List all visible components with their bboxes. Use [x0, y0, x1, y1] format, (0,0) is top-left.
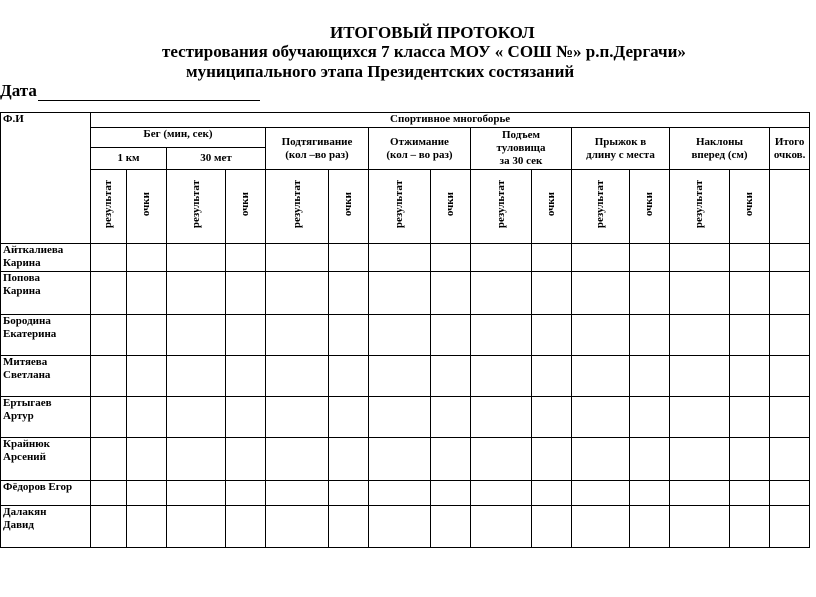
table-row	[1, 397, 810, 438]
results-table	[0, 112, 810, 548]
score-cell[interactable]	[226, 244, 266, 272]
score-cell[interactable]	[572, 315, 630, 356]
score-cell[interactable]	[770, 506, 810, 548]
group-header: Спортивное многоборье	[91, 113, 810, 128]
result-subheader	[266, 170, 329, 244]
score-cell[interactable]	[572, 244, 630, 272]
points-label: очки	[743, 192, 755, 217]
points-subheader	[532, 170, 572, 244]
points-label: очки	[239, 192, 251, 217]
score-cell[interactable]	[266, 356, 329, 397]
score-cell[interactable]	[91, 244, 127, 272]
score-cell[interactable]	[127, 356, 167, 397]
result-label: результат	[693, 180, 705, 229]
table-row	[1, 272, 810, 315]
score-cell[interactable]	[226, 272, 266, 315]
score-cell[interactable]	[572, 356, 630, 397]
score-cell[interactable]	[167, 438, 226, 481]
score-cell[interactable]	[770, 481, 810, 506]
score-cell[interactable]	[369, 244, 431, 272]
score-cell[interactable]	[91, 481, 127, 506]
score-cell[interactable]	[127, 506, 167, 548]
table-row	[1, 244, 810, 272]
score-cell[interactable]	[471, 506, 532, 548]
score-cell[interactable]	[369, 506, 431, 548]
student-name: Фёдоров Егор	[1, 481, 91, 506]
score-cell[interactable]	[532, 272, 572, 315]
score-cell[interactable]	[730, 438, 770, 481]
score-cell[interactable]	[167, 506, 226, 548]
score-cell[interactable]	[266, 244, 329, 272]
score-cell[interactable]	[167, 397, 226, 438]
score-cell[interactable]	[572, 272, 630, 315]
bend-header: Наклоны вперед (см)	[670, 128, 770, 170]
score-cell[interactable]	[167, 481, 226, 506]
result-label: результат	[189, 180, 202, 229]
result-subheader	[91, 170, 127, 244]
date-label: Дата	[0, 81, 37, 100]
score-cell[interactable]	[431, 356, 471, 397]
score-cell[interactable]	[266, 438, 329, 481]
points-label: очки	[444, 192, 456, 217]
document-subtitle: тестирования обучающихся 7 класса МОУ « СОШ №» р.п.Дергачи»	[162, 42, 686, 61]
run-header: Бег (мин, сек)	[91, 128, 266, 148]
score-cell[interactable]	[329, 481, 369, 506]
score-cell[interactable]	[91, 506, 127, 548]
table-row	[1, 315, 810, 356]
score-cell[interactable]	[127, 397, 167, 438]
table-row	[1, 438, 810, 481]
score-cell[interactable]	[532, 438, 572, 481]
score-cell[interactable]	[670, 506, 730, 548]
score-cell[interactable]	[730, 506, 770, 548]
score-cell[interactable]	[471, 272, 532, 315]
competition-stage: муниципального этапа Президентских состязаний	[186, 62, 575, 81]
total-subheader	[770, 170, 810, 244]
points-label: очки	[342, 192, 354, 217]
result-label: результат	[393, 180, 405, 229]
score-cell[interactable]	[770, 438, 810, 481]
result-label: результат	[102, 180, 114, 229]
score-cell[interactable]	[431, 481, 471, 506]
run-1km-header: 1 км	[91, 148, 167, 170]
score-cell[interactable]	[730, 315, 770, 356]
score-cell[interactable]	[630, 506, 670, 548]
score-cell[interactable]	[329, 356, 369, 397]
score-cell[interactable]	[91, 397, 127, 438]
score-cell[interactable]	[730, 397, 770, 438]
score-cell[interactable]	[630, 356, 670, 397]
result-subheader	[167, 170, 226, 244]
score-cell[interactable]	[369, 397, 431, 438]
student-name: Бородина Екатерина	[1, 315, 91, 356]
score-cell[interactable]	[471, 244, 532, 272]
fio-header: Ф.И	[1, 113, 91, 244]
score-cell[interactable]	[329, 438, 369, 481]
score-cell[interactable]	[532, 481, 572, 506]
date-line	[0, 81, 816, 101]
student-name: Попова Карина	[1, 272, 91, 315]
result-subheader	[670, 170, 730, 244]
total-header: Итого очков.	[770, 128, 810, 170]
score-cell[interactable]	[730, 356, 770, 397]
score-cell[interactable]	[532, 356, 572, 397]
result-label: результат	[290, 180, 303, 229]
score-cell[interactable]	[572, 397, 630, 438]
score-cell[interactable]	[532, 315, 572, 356]
score-cell[interactable]	[167, 244, 226, 272]
score-cell[interactable]	[369, 272, 431, 315]
score-cell[interactable]	[369, 356, 431, 397]
score-cell[interactable]	[91, 356, 127, 397]
score-cell[interactable]	[670, 272, 730, 315]
score-cell[interactable]	[730, 272, 770, 315]
score-cell[interactable]	[226, 438, 266, 481]
score-cell[interactable]	[266, 481, 329, 506]
score-cell[interactable]	[266, 397, 329, 438]
run-30m-header: 30 мет	[167, 148, 266, 170]
student-name: Далакян Давид	[1, 506, 91, 548]
score-cell[interactable]	[532, 397, 572, 438]
score-cell[interactable]	[369, 315, 431, 356]
score-cell[interactable]	[167, 356, 226, 397]
score-cell[interactable]	[431, 315, 471, 356]
score-cell[interactable]	[431, 244, 471, 272]
score-cell[interactable]	[471, 356, 532, 397]
score-cell[interactable]	[431, 272, 471, 315]
score-cell[interactable]	[770, 272, 810, 315]
score-cell[interactable]	[770, 356, 810, 397]
score-cell[interactable]	[266, 315, 329, 356]
score-cell[interactable]	[471, 481, 532, 506]
points-subheader	[226, 170, 266, 244]
result-label: результат	[494, 180, 507, 229]
score-cell[interactable]	[670, 438, 730, 481]
score-cell[interactable]	[630, 397, 670, 438]
situp-header: Подъем туловища за 30 сек	[471, 128, 572, 170]
score-cell[interactable]	[167, 272, 226, 315]
result-subheader	[572, 170, 630, 244]
table-row	[1, 506, 810, 548]
score-cell[interactable]	[91, 315, 127, 356]
score-cell[interactable]	[770, 397, 810, 438]
score-cell[interactable]	[369, 481, 431, 506]
document-title: ИТОГОВЫЙ ПРОТОКОЛ	[330, 23, 535, 42]
score-cell[interactable]	[91, 272, 127, 315]
score-cell[interactable]	[630, 481, 670, 506]
score-cell[interactable]	[670, 481, 730, 506]
student-name: Ертыгаев Артур	[1, 397, 91, 438]
pushup-header: Отжимание (кол – во раз)	[369, 128, 471, 170]
score-cell[interactable]	[369, 438, 431, 481]
score-cell[interactable]	[630, 272, 670, 315]
points-subheader	[431, 170, 471, 244]
score-cell[interactable]	[226, 506, 266, 548]
score-cell[interactable]	[266, 506, 329, 548]
score-cell[interactable]	[572, 506, 630, 548]
score-cell[interactable]	[431, 397, 471, 438]
score-cell[interactable]	[471, 315, 532, 356]
score-cell[interactable]	[127, 244, 167, 272]
score-cell[interactable]	[572, 481, 630, 506]
score-cell[interactable]	[127, 481, 167, 506]
score-cell[interactable]	[630, 244, 670, 272]
score-cell[interactable]	[471, 438, 532, 481]
pullup-header: Подтягивание (кол –во раз)	[266, 128, 369, 170]
score-cell[interactable]	[226, 356, 266, 397]
score-cell[interactable]	[431, 506, 471, 548]
jump-header: Прыжок в длину с места	[572, 128, 670, 170]
points-label: очки	[140, 192, 152, 217]
score-cell[interactable]	[431, 438, 471, 481]
result-subheader	[369, 170, 431, 244]
points-subheader	[127, 170, 167, 244]
score-cell[interactable]	[471, 397, 532, 438]
score-cell[interactable]	[127, 272, 167, 315]
score-cell[interactable]	[630, 315, 670, 356]
score-cell[interactable]	[266, 272, 329, 315]
score-cell[interactable]	[329, 315, 369, 356]
score-cell[interactable]	[670, 397, 730, 438]
table-row	[1, 481, 810, 506]
result-label: результат	[594, 180, 606, 229]
student-name: Крайнюк Арсений	[1, 438, 91, 481]
points-subheader	[630, 170, 670, 244]
score-cell[interactable]	[329, 397, 369, 438]
score-cell[interactable]	[329, 272, 369, 315]
student-name: Айткалиева Карина	[1, 244, 91, 272]
score-cell[interactable]	[329, 506, 369, 548]
score-cell[interactable]	[91, 438, 127, 481]
score-cell[interactable]	[226, 315, 266, 356]
score-cell[interactable]	[730, 244, 770, 272]
result-subheader	[471, 170, 532, 244]
points-label: очки	[643, 192, 655, 217]
score-cell[interactable]	[226, 481, 266, 506]
table-row	[1, 356, 810, 397]
score-cell[interactable]	[670, 356, 730, 397]
score-cell[interactable]	[226, 397, 266, 438]
score-cell[interactable]	[127, 438, 167, 481]
score-cell[interactable]	[770, 244, 810, 272]
score-cell[interactable]	[532, 506, 572, 548]
score-cell[interactable]	[532, 244, 572, 272]
score-cell[interactable]	[329, 244, 369, 272]
score-cell[interactable]	[670, 315, 730, 356]
points-subheader	[329, 170, 369, 244]
score-cell[interactable]	[630, 438, 670, 481]
score-cell[interactable]	[770, 315, 810, 356]
points-subheader	[730, 170, 770, 244]
score-cell[interactable]	[127, 315, 167, 356]
score-cell[interactable]	[167, 315, 226, 356]
score-cell[interactable]	[572, 438, 630, 481]
student-name: Митяева Светлана	[1, 356, 91, 397]
score-cell[interactable]	[670, 244, 730, 272]
points-label: очки	[545, 192, 557, 217]
date-field[interactable]	[38, 84, 260, 101]
score-cell[interactable]	[730, 481, 770, 506]
